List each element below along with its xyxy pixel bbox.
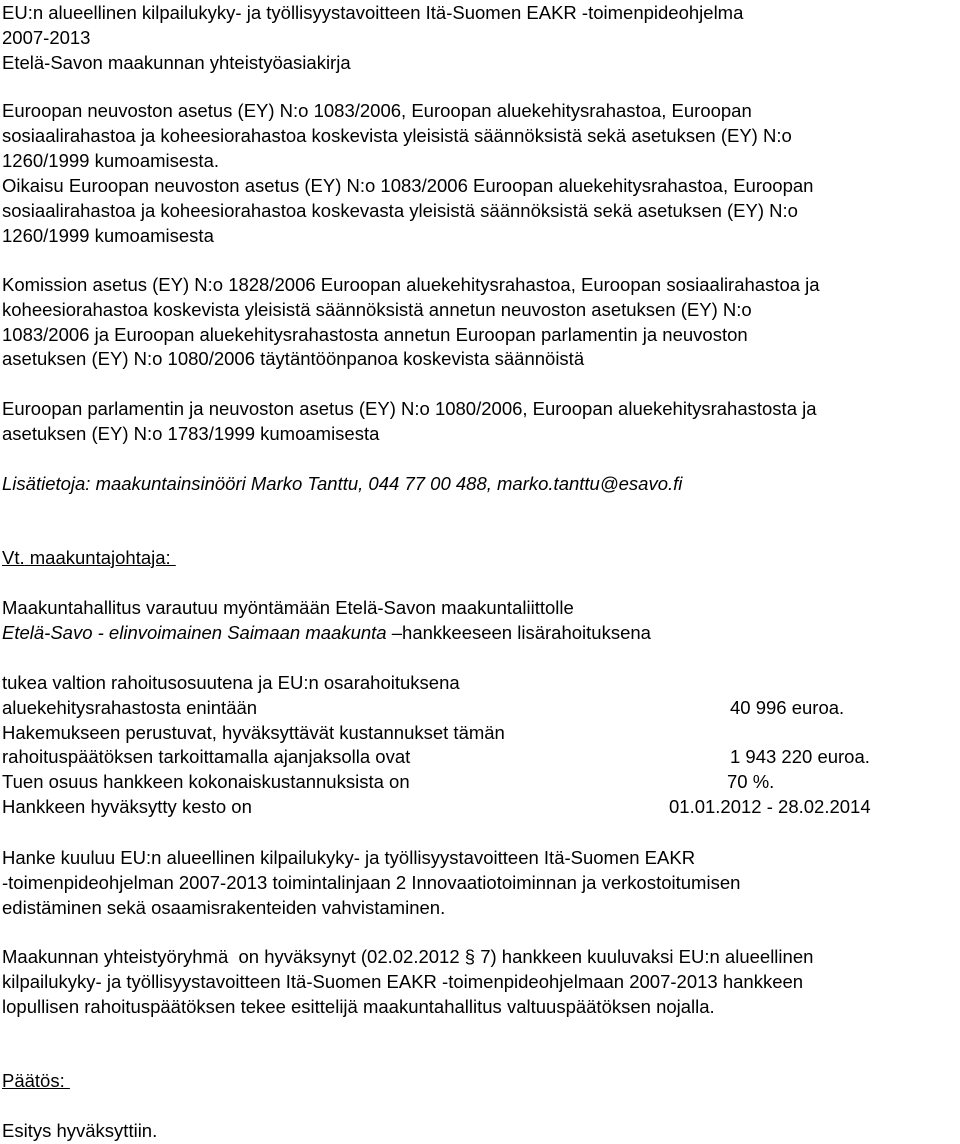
regulation-line: Euroopan neuvoston asetus (EY) N:o 1083/2006, Euroopan aluekehitysrahastoa, Euroopan — [2, 100, 752, 121]
regulation-paragraph — [2, 99, 792, 173]
proposal-line: Maakuntahallitus varautuu myöntämään Etelä-Savon maakuntaliittolle — [2, 597, 574, 618]
header-line: EU:n alueellinen kilpailukyky- ja työllisyystavoitteen Itä-Suomen EAKR -toimenpideohjelma — [2, 2, 744, 23]
proposal-line — [2, 621, 651, 646]
group-decision-line: Maakunnan yhteistyöryhmä on hyväksynyt (02.02.2012 § 7) hankkeen kuuluvaksi EU:n alueellinen — [2, 946, 814, 967]
funding-table — [2, 671, 942, 821]
regulation-line: asetuksen (EY) N:o 1080/2006 täytäntöönpanoa koskevista säännöistä — [2, 348, 585, 370]
group-decision-line: kilpailukyky- ja työllisyystavoitteen Itä-Suomen EAKR -toimenpideohjelmaan 2007-2013 hankkeen — [2, 970, 804, 992]
regulation-line: Euroopan parlamentin ja neuvoston asetus (EY) N:o 1080/2006, Euroopan aluekehitysrahastosta ja — [2, 398, 817, 419]
support-share: 70 %. — [727, 771, 775, 793]
total-costs-amount: 1 943 220 euroa. — [730, 746, 870, 768]
funding-row: Hakemukseen perustuvat, hyväksyttävät kustannukset tämän — [2, 721, 505, 743]
proposal-heading-text: maakuntajohtaja: — [24, 547, 176, 568]
regulation-paragraph — [2, 397, 817, 447]
group-decision-paragraph — [2, 945, 813, 1019]
regulation-line: 1260/1999 kumoamisesta — [2, 224, 214, 246]
funding-row-label: Hankkeen hyväksytty kesto on — [2, 795, 252, 817]
funding-row-label: rahoituspäätöksen tarkoittamalla ajanjaksolla ovat — [2, 746, 411, 768]
regulation-line: Oikaisu Euroopan neuvoston asetus (EY) N:o 1083/2006 Euroopan aluekehitysrahastoa, Euroopan — [2, 175, 814, 196]
funding-row-label: aluekehitysrahastosta enintään — [2, 696, 258, 718]
funding-amount: 40 996 euroa. — [730, 696, 845, 718]
decision-heading: Päätös: — [2, 1070, 70, 1091]
proposal-heading-prefix: Vt. — [2, 547, 25, 568]
decision-text: Esitys hyväksyttiin. — [2, 1120, 158, 1141]
proposal-paragraph — [2, 596, 651, 646]
regulation-line: koheesiorahastoa koskevista yleisistä säännöksistä annetun neuvoston asetuksen (EY) N:o — [2, 298, 752, 320]
regulation-line: 1260/1999 kumoamisesta. — [2, 149, 219, 171]
regulation-line: sosiaalirahastoa ja koheesiorahastoa koskevista yleisistä säännöksistä sekä asetuksen (EY) N:o — [2, 124, 792, 146]
header-line: 2007-2013 — [2, 26, 91, 48]
contact-line: Lisätietoja: maakuntainsinööri Marko Tanttu, 044 77 00 488, marko.tanttu@esavo.fi — [2, 473, 683, 494]
proposal-heading — [2, 546, 176, 571]
group-decision-line: lopullisen rahoituspäätöksen tekee esittelijä maakuntahallitus valtuuspäätöksen nojalla. — [2, 995, 715, 1017]
header-line: Etelä-Savon maakunnan yhteistyöasiakirja — [2, 51, 351, 73]
regulation-line: 1083/2006 ja Euroopan aluekehitysrahastosta annetun Euroopan parlamentin ja neuvoston — [2, 323, 748, 345]
program-paragraph — [2, 846, 740, 920]
document-header — [2, 1, 743, 75]
program-line: edistäminen sekä osaamisrakenteiden vahvistaminen. — [2, 896, 446, 918]
regulation-line: Komission asetus (EY) N:o 1828/2006 Euroopan aluekehitysrahastoa, Euroopan sosiaalirahastoa ja — [2, 274, 820, 295]
proposal-line-rest: –hankkeeseen lisärahoituksena — [386, 621, 651, 643]
funding-row: tukea valtion rahoitusosuutena ja EU:n osarahoituksena — [2, 672, 460, 693]
program-line: Hanke kuuluu EU:n alueellinen kilpailukyky- ja työllisyystavoitteen Itä-Suomen EAKR — [2, 847, 696, 868]
regulation-paragraph — [2, 174, 813, 248]
regulation-line: asetuksen (EY) N:o 1783/1999 kumoamisesta — [2, 422, 380, 444]
regulation-line: sosiaalirahastoa ja koheesiorahastoa koskevasta yleisistä säännöksistä sekä asetuksen (EY) N:o — [2, 199, 798, 221]
program-line: -toimenpideohjelman 2007-2013 toimintalinjaan 2 Innovaatiotoiminnan ja verkostoitumisen — [2, 871, 741, 893]
funding-row-label: Tuen osuus hankkeen kokonaiskustannuksista on — [2, 771, 410, 793]
regulation-paragraph — [2, 273, 820, 372]
project-duration: 01.01.2012 - 28.02.2014 — [669, 796, 871, 817]
project-name: Etelä-Savo - elinvoimainen Saimaan maakunta — [2, 621, 387, 643]
